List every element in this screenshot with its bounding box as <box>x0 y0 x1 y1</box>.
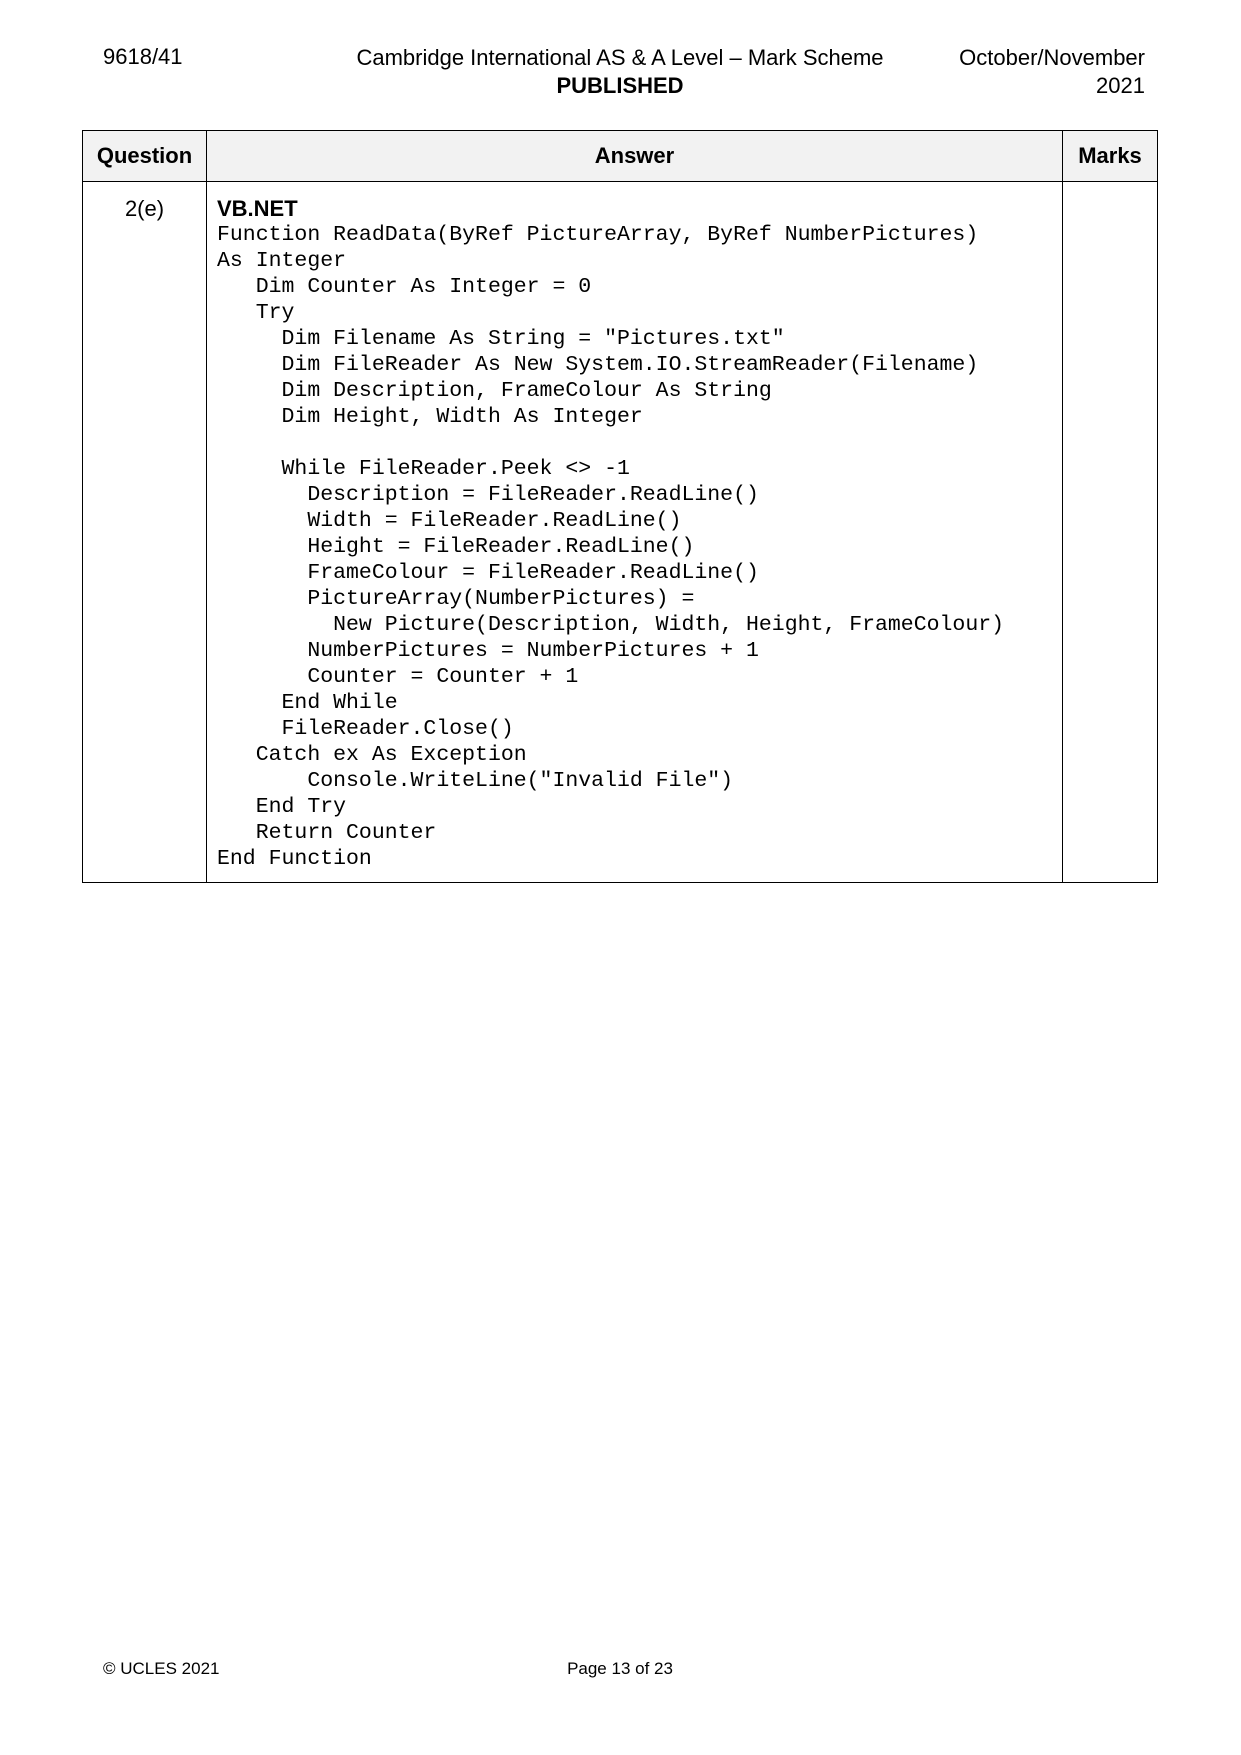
exam-session-year: 2021 <box>1096 73 1145 98</box>
exam-session-months: October/November <box>959 45 1145 70</box>
document-header <box>330 44 910 100</box>
column-header-question: Question <box>83 131 207 182</box>
page-number: Page 13 of 23 <box>567 1659 673 1678</box>
answer-cell <box>207 182 1063 883</box>
code-block: Function ReadData(ByRef PictureArray, ByRef NumberPictures) As Integer Dim Counter As Integer = 0 Try Dim Filename As String = "Pictures.txt" Dim FileReader As New System.IO.StreamReader(Filename) Dim Description, FrameColour As String Dim Height, Width As Integer While FileReader.Peek <> -1 Description = FileReader.ReadLine() Width = FileReader.ReadLine() Height = FileReader.ReadLine() FrameColour = FileReader.ReadLine() PictureArray(NumberPictures) = New Picture(Description, Width, Height, FrameColour) NumberPictures = NumberPictures + 1 Counter = Counter + 1 End While FileReader.Close() Catch ex As Exception Console.WriteLine("Invalid File") End Try Return Counter End Function <box>217 223 1005 871</box>
question-number: 2(e) <box>83 182 207 883</box>
document-status: PUBLISHED <box>556 73 684 98</box>
column-header-answer: Answer <box>207 131 1063 182</box>
paper-code: 9618/41 <box>103 44 183 69</box>
exam-session <box>959 44 1145 100</box>
table-header-row <box>83 131 1158 182</box>
column-header-marks: Marks <box>1063 131 1158 182</box>
copyright: © UCLES 2021 <box>103 1659 220 1678</box>
marks-cell <box>1063 182 1158 883</box>
mark-scheme-table <box>82 130 1158 883</box>
language-label: VB.NET <box>217 196 298 221</box>
document-title: Cambridge International AS & A Level – Mark Scheme <box>356 45 884 70</box>
table-row <box>83 182 1158 883</box>
